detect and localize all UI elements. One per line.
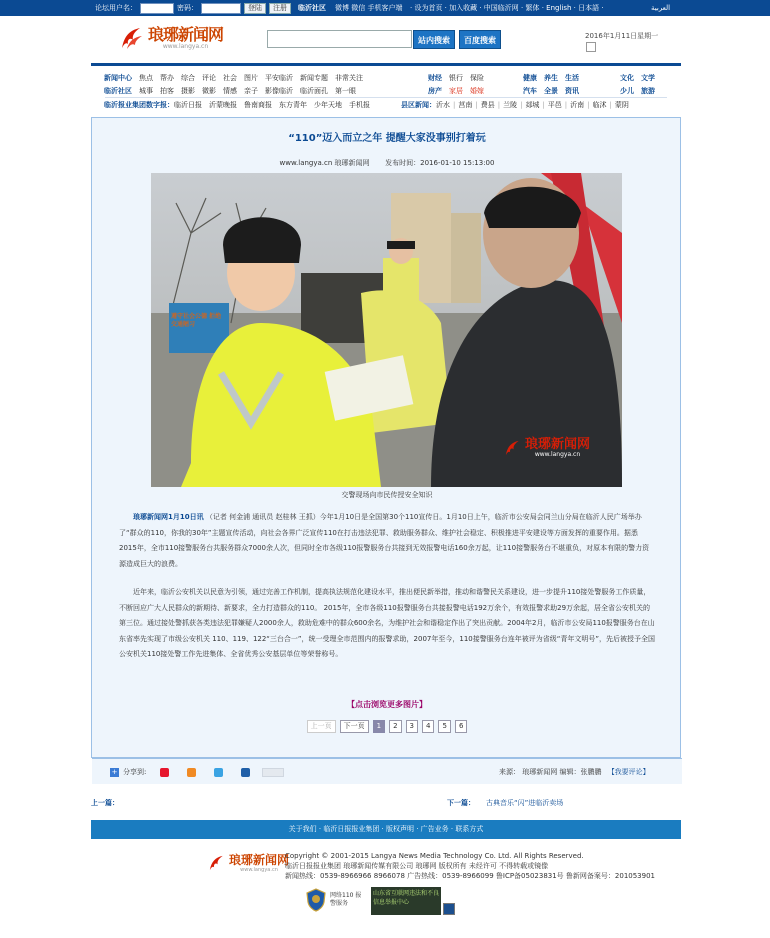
nav-link[interactable]: 情感 bbox=[223, 87, 237, 95]
nav-separator: | bbox=[475, 101, 478, 109]
footer-logo-url: www.langya.cn bbox=[240, 866, 278, 873]
nav-link[interactable]: 鲁南商报 bbox=[244, 101, 272, 109]
photo-sign-text: 遵守社会公德 拒绝交通陋习 bbox=[171, 313, 222, 328]
comment-link[interactable]: 【我要评论】 bbox=[607, 768, 650, 776]
copyright-line-1: Copyright © 2001-2015 Langya News Media Technology Co. Ltd. All Rights Reserved. bbox=[285, 852, 584, 860]
nav-link[interactable]: 图片 bbox=[244, 74, 258, 82]
page-button[interactable]: 6 bbox=[455, 720, 467, 733]
baidu-search-button[interactable]: 百度搜索 bbox=[459, 30, 501, 49]
nav-link[interactable]: 文化 bbox=[620, 74, 634, 82]
username-input[interactable] bbox=[140, 3, 174, 14]
password-label: 密码： bbox=[177, 4, 198, 12]
watermark-phoenix-icon bbox=[503, 438, 523, 458]
report-icon[interactable] bbox=[443, 903, 455, 915]
qzone-share-icon[interactable] bbox=[214, 768, 223, 777]
header bbox=[91, 16, 681, 63]
nav-link[interactable]: 沂水 bbox=[436, 101, 450, 109]
nav-link[interactable]: 家居 bbox=[449, 87, 463, 95]
paragraph-2: 近年来，临沂公安机关以民意为引领，通过完善工作机制，提高执法规范化建设水平，推出便民新举措，推动和谐警民关系建设，进一步提升110接处警服务工作质量，不断回应广大人民群众的新期待、新要求，全力打造群众的110。 2015年，全市各级110报警服务台共接报警电话192万余个，有效报警求助29万余起，居全省公安机关的第三位。通过接处警抓获各类违法犯罪嫌疑人2000余人，救助危难中的群众600余名，为维护社会和谐稳定作出了突出贡献。2004年2月，临沂市公安局110报警服务台在山东省率先实现了市级公安机关 110、119、122“三台合一”，统一受理全市范围内的报警求助，2007年至今，110接警服务台连年被评为省级“青年文明号”，先后被授予全国公安机关110接处警工作先进集体、全省优秀公安基层单位等荣誉称号。 bbox=[119, 588, 655, 658]
nav-link[interactable]: 莒南 bbox=[458, 101, 473, 109]
nav-link[interactable]: 银行 bbox=[449, 74, 463, 82]
nav-link[interactable]: 健康 bbox=[523, 74, 537, 82]
nav-link[interactable]: 微影 bbox=[202, 87, 216, 95]
nav-link[interactable]: 费县 bbox=[480, 101, 495, 109]
community-link[interactable]: 临沂社区 bbox=[298, 4, 326, 12]
nav-link[interactable]: 生活 bbox=[565, 74, 579, 82]
nav-link[interactable]: 兰陵 bbox=[503, 101, 518, 109]
nav-separator: | bbox=[542, 101, 545, 109]
login-button[interactable]: 登陆 bbox=[244, 3, 266, 14]
nav-separator: | bbox=[587, 101, 590, 109]
nav-link[interactable]: 房产 bbox=[428, 87, 442, 95]
police-badge[interactable] bbox=[305, 888, 362, 912]
nav-link[interactable]: 郯城 bbox=[525, 101, 540, 109]
arabic-link[interactable]: العربية bbox=[651, 4, 671, 12]
prev-next-links bbox=[91, 797, 681, 811]
nav-separator: | bbox=[497, 101, 501, 109]
nav-separator: | bbox=[520, 101, 523, 109]
nav-row-1-culture bbox=[620, 72, 662, 85]
paragraph-1-text: （记者 何金浦 通讯员 赵桂林 王抓）今年1月10日是全国第30个110宣传日。1月10日上午，临沂市公安局会同兰山分局在临沂人民广场举办了“群众的110，你我的30年”主题宣传活动，向社会各界广泛宣传110在打击违法犯罪、救助服务群众、维护社会稳定、积极推进平安建设等方面发挥的重要作用。据悉2015年，全市110接警服务台共服务群众7000余人次，但同时全市各级110报警服务台共接到无效报警电话160余万起，让110接警服务台不堪重负，对原本有限的警力资源造成巨大的浪费。 bbox=[119, 513, 650, 568]
nav-link[interactable]: 平邑 bbox=[547, 101, 562, 109]
top-bar bbox=[0, 0, 770, 16]
nav-link[interactable]: 少年天地 bbox=[314, 101, 342, 109]
footer-logo-text: 琅琊新闻网 bbox=[229, 852, 290, 867]
nav-link[interactable]: 第一眼 bbox=[335, 87, 356, 95]
nav-link[interactable]: 沂南 bbox=[570, 101, 585, 109]
nav-link[interactable]: 沂蒙晚报 bbox=[209, 101, 237, 109]
weibo-share-icon[interactable] bbox=[160, 768, 169, 777]
nav-link[interactable]: 新闻中心 bbox=[104, 74, 132, 82]
nav-link[interactable]: 婚嫁 bbox=[470, 87, 484, 95]
report-center-badge[interactable] bbox=[371, 887, 441, 915]
footer-copyright bbox=[285, 851, 655, 881]
nav-row-label: 县区新闻： bbox=[401, 101, 436, 109]
username-label: 论坛用户名： bbox=[95, 4, 137, 12]
nav-row-label: 临沂报业集团数字报： bbox=[104, 101, 174, 109]
main-nav bbox=[91, 66, 681, 116]
next-article-link[interactable]: 古典音乐“闪”进临沂卖场 bbox=[486, 799, 564, 807]
nav-link[interactable]: 帮办 bbox=[160, 74, 174, 82]
footer-logo bbox=[207, 853, 289, 873]
nav-link[interactable]: 旅游 bbox=[641, 87, 655, 95]
nav-link[interactable]: 东方青年 bbox=[279, 101, 307, 109]
next-page-button[interactable]: 下一页 bbox=[340, 720, 369, 733]
logo-url: www.langya.cn bbox=[162, 43, 209, 50]
watermark-url: www.langya.cn bbox=[534, 451, 581, 458]
article-title: “110”迈入而立之年 提醒大家没事别打着玩 bbox=[288, 133, 486, 144]
rss-share-icon[interactable] bbox=[187, 768, 196, 777]
nav-link[interactable]: 保险 bbox=[470, 74, 484, 82]
paragraph-1 bbox=[119, 510, 655, 572]
nav-link[interactable]: 财经 bbox=[428, 74, 442, 82]
search-input[interactable] bbox=[267, 30, 412, 48]
nav-link[interactable]: 社会 bbox=[223, 74, 237, 82]
nav-separator: | bbox=[564, 101, 568, 109]
nav-link[interactable]: 手机报 bbox=[349, 101, 370, 109]
nav-divider bbox=[105, 97, 667, 98]
photo-caption: 交警现场向市民传授安全知识 bbox=[341, 491, 433, 499]
register-button[interactable]: 注册 bbox=[269, 3, 291, 14]
page-button[interactable]: 4 bbox=[422, 720, 434, 733]
lead-text: 琅琊新闻网1月10日讯 bbox=[133, 513, 204, 521]
footer-links[interactable]: 关于我们 · 临沂日报报业集团 · 版权声明 · 广告业务 · 联系方式 bbox=[91, 820, 681, 839]
nav-link[interactable]: 城事 bbox=[139, 87, 153, 95]
nav-row-1-health bbox=[523, 72, 586, 85]
page-button[interactable]: 3 bbox=[406, 720, 418, 733]
site-logo[interactable] bbox=[118, 24, 223, 52]
report-center-text: 山东省互联网违法和不良信息举报中心 bbox=[373, 890, 440, 906]
watermark-text: 琅琊新闻网 bbox=[525, 437, 591, 452]
nav-link[interactable]: 临沂社区 bbox=[104, 87, 132, 95]
share-source: 来源： 琅琊新闻网 编辑：张鹏鹏 bbox=[499, 768, 602, 776]
nav-link[interactable]: 全景 bbox=[544, 87, 558, 95]
password-input[interactable] bbox=[201, 3, 241, 14]
nav-link[interactable]: 评论 bbox=[202, 74, 216, 82]
article-photo[interactable] bbox=[151, 173, 622, 487]
checkbox-icon[interactable] bbox=[586, 42, 596, 52]
nav-link[interactable]: 临沭 bbox=[592, 101, 607, 109]
nav-link[interactable]: 摄影 bbox=[181, 87, 195, 95]
nav-link[interactable]: 焦点 bbox=[139, 74, 153, 82]
article-panel bbox=[91, 117, 681, 776]
nav-link[interactable]: 临沂面孔 bbox=[300, 87, 328, 95]
nav-link[interactable]: 综合 bbox=[181, 74, 195, 82]
next-article-label: 下一篇： bbox=[447, 799, 475, 807]
nav-link[interactable]: 少儿 bbox=[620, 87, 634, 95]
share-count-box bbox=[262, 768, 284, 777]
nav-row-1-finance bbox=[428, 72, 491, 85]
more-photos-link[interactable]: 【点击浏览更多图片】 bbox=[347, 700, 427, 709]
nav-link[interactable]: 新闻专题 bbox=[300, 74, 328, 82]
nav-link[interactable]: 资讯 bbox=[565, 87, 579, 95]
header-date: 2016年1月11日星期一 bbox=[585, 32, 659, 40]
nav-link[interactable]: 蒙阴 bbox=[614, 101, 629, 109]
prev-article-label: 上一篇： bbox=[91, 799, 119, 807]
site-search-button[interactable]: 站内搜索 bbox=[413, 30, 455, 49]
nav-link[interactable]: 拍客 bbox=[160, 87, 174, 95]
page-button[interactable]: 1 bbox=[373, 720, 385, 733]
nav-link[interactable]: 平安临沂 bbox=[265, 74, 293, 82]
logo-text: 琅琊新闻网 bbox=[148, 25, 224, 44]
nav-link[interactable]: 非常关注 bbox=[335, 74, 363, 82]
nav-row-1 bbox=[104, 72, 370, 85]
social-links[interactable]: 微博 微信 手机客户端 bbox=[335, 4, 403, 12]
copyright-line-3: 新闻热线：0539-8966966 8966078 广告热线：0539-8966099 鲁ICP备05023831号 鲁新网备案号：201053901 bbox=[285, 872, 655, 880]
nav-separator: | bbox=[609, 101, 612, 109]
article-source: www.langya.cn 琅琊新闻网 bbox=[279, 159, 370, 167]
nav-row-3 bbox=[104, 99, 377, 112]
pagination bbox=[92, 720, 682, 733]
photo-watermark bbox=[503, 438, 590, 458]
nav-row-3-county bbox=[401, 99, 632, 112]
prev-page-button[interactable]: 上一页 bbox=[307, 720, 336, 733]
police-shield-icon bbox=[305, 888, 327, 912]
nav-link[interactable]: 亲子 bbox=[244, 87, 258, 95]
phoenix-logo-icon bbox=[118, 24, 146, 52]
share-bar bbox=[92, 758, 682, 784]
police-badge-text: 网络110 报警服务 bbox=[330, 892, 362, 907]
nav-link[interactable]: 影像临沂 bbox=[265, 87, 293, 95]
nav-link[interactable]: 养生 bbox=[544, 74, 558, 82]
share-plus-icon[interactable]: + bbox=[111, 767, 118, 776]
nav-link[interactable]: 临沂日报 bbox=[174, 101, 202, 109]
article-time: 发布时间：2016-01-10 15:13:00 bbox=[385, 159, 495, 167]
renren-share-icon[interactable] bbox=[241, 768, 250, 777]
nav-separator: | bbox=[453, 101, 456, 109]
right-links[interactable]: · 设为首页 · 加入收藏 · 中国临沂网 · 繁体 · English · 日本語 · bbox=[410, 4, 604, 12]
page-button[interactable]: 5 bbox=[438, 720, 450, 733]
share-label: 分享到: bbox=[123, 768, 147, 776]
footer-phoenix-icon bbox=[207, 853, 227, 873]
copyright-line-2: 临沂日报报业集团 琅琊新闻传媒有限公司 琅琊网 版权所有 未经许可 不得转载或镜像 bbox=[285, 862, 549, 870]
nav-link[interactable]: 汽车 bbox=[523, 87, 537, 95]
page-button[interactable]: 2 bbox=[389, 720, 401, 733]
article-meta bbox=[92, 158, 682, 168]
nav-link[interactable]: 文学 bbox=[641, 74, 655, 82]
